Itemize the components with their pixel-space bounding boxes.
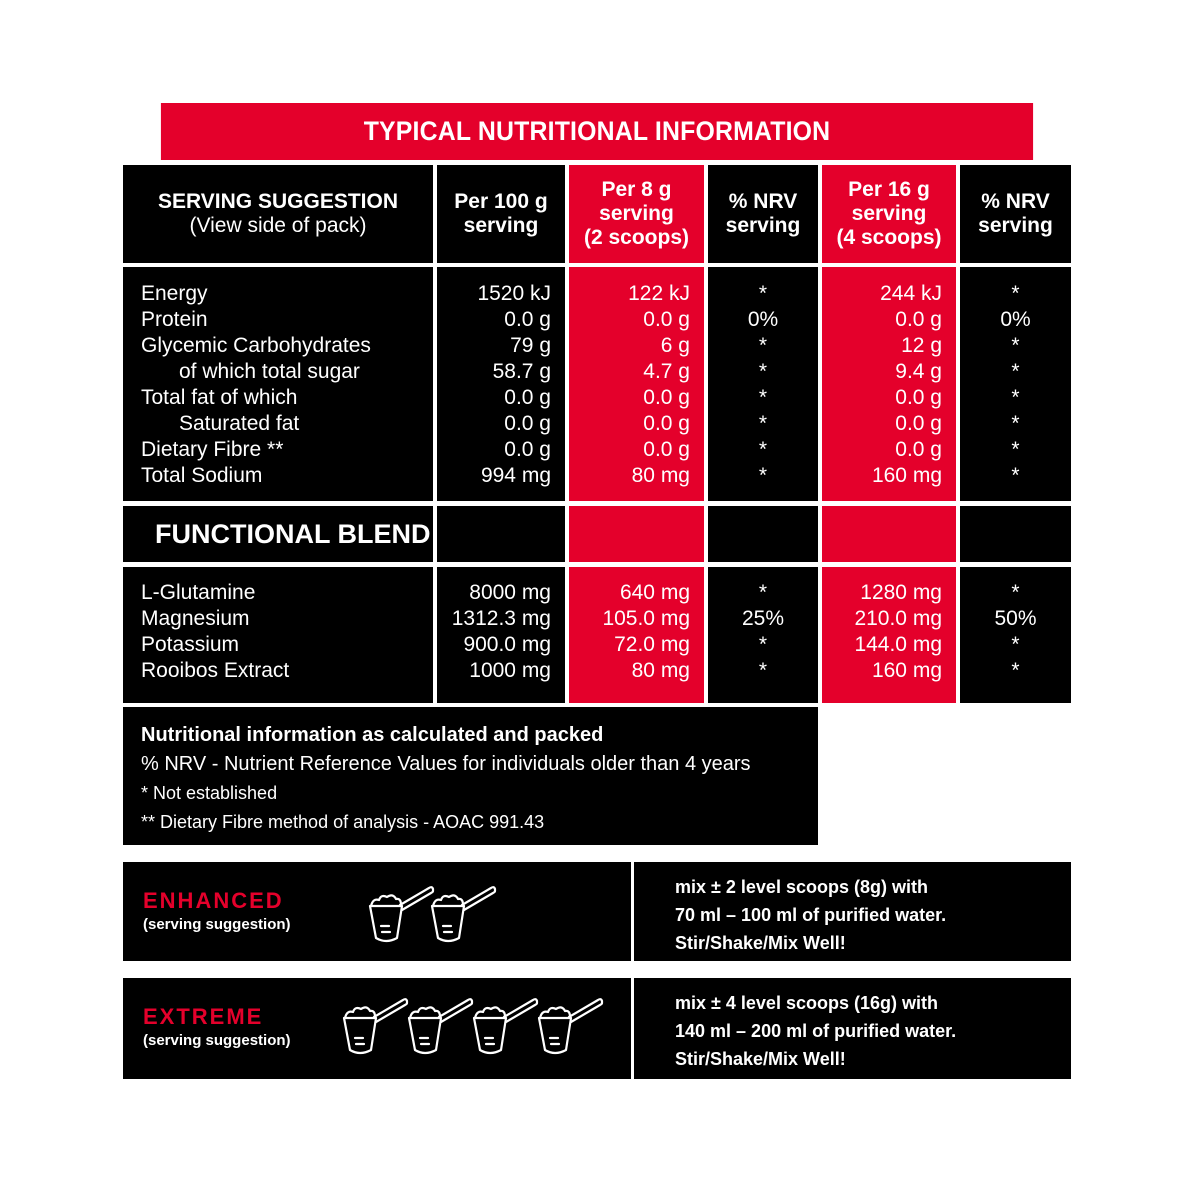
- functional-value: 8000 mg: [469, 581, 551, 604]
- scoop-icon: [474, 999, 537, 1053]
- functional-nrv: *: [1011, 581, 1020, 604]
- scoop-icons: [341, 996, 621, 1064]
- scoop-icon: [344, 999, 407, 1053]
- nutrient-nrv: 0%: [1000, 308, 1031, 331]
- nutrient-name: Protein: [141, 308, 208, 331]
- header-label: SERVING SUGGESTION: [158, 190, 398, 213]
- nutrient-nrv: *: [758, 360, 768, 383]
- footnote-nrv: % NRV - Nutrient Reference Values for individuals older than 4 years: [141, 753, 751, 775]
- header-sublabel: (View side of pack): [189, 214, 367, 237]
- header-label: serving: [851, 202, 927, 225]
- nutrient-name: Energy: [141, 282, 208, 305]
- functional-name: Potassium: [141, 633, 240, 656]
- nutrient-value: 6 g: [660, 334, 690, 357]
- nutrient-nrv: *: [758, 282, 768, 305]
- functional-nrv: *: [1011, 633, 1020, 656]
- nutrient-value: 1520 kJ: [477, 282, 551, 305]
- functional-name: Rooibos Extract: [141, 659, 290, 682]
- scoop-icon: [409, 999, 472, 1053]
- nutrient-value: 0.0 g: [504, 438, 551, 461]
- nutrient-nrv: *: [1011, 386, 1020, 409]
- header-label: % NRV: [981, 190, 1050, 213]
- nutrient-name: Total fat of which: [141, 386, 298, 409]
- functional-header-cell: [437, 506, 565, 562]
- nutrient-per100-column: [437, 267, 565, 501]
- nutrient-nrv: *: [1011, 282, 1020, 305]
- header-label: serving: [725, 214, 801, 237]
- nutrient-name: Total Sodium: [141, 464, 263, 487]
- footnote-fibre-method: ** Dietary Fibre method of analysis - AOAC 991.43: [141, 812, 545, 832]
- enhanced-label: ENHANCED: [143, 888, 284, 913]
- nutrient-value: 80 mg: [631, 464, 690, 487]
- nutrient-value: 9.4 g: [895, 360, 942, 383]
- functional-nrv: 25%: [741, 607, 785, 630]
- functional-value: 72.0 mg: [614, 633, 690, 656]
- functional-value: 640 mg: [619, 581, 690, 604]
- functional-value: 1312.3 mg: [451, 607, 551, 630]
- nutrient-nrv8-column: [708, 267, 818, 501]
- header-label: serving: [599, 202, 674, 225]
- nutrient-nrv: *: [1011, 438, 1020, 461]
- scoop-icon: [539, 999, 602, 1053]
- nutrient-value: 122 kJ: [628, 282, 690, 305]
- nutrient-nrv: *: [758, 412, 768, 435]
- enhanced-instruction-line: 70 ml – 100 ml of purified water.: [675, 905, 947, 925]
- functional-value: 900.0 mg: [463, 633, 551, 656]
- nutrient-value: 160 mg: [871, 464, 942, 487]
- table-title: TYPICAL NUTRITIONAL INFORMATION: [161, 103, 1033, 160]
- footnote-heading: Nutritional information as calculated and packed: [141, 724, 604, 746]
- functional-header-cell: [822, 506, 956, 562]
- nutrient-name: of which total sugar: [179, 360, 360, 383]
- functional-nrv8-column: [708, 567, 818, 703]
- nutrient-nrv: *: [1011, 334, 1020, 357]
- nutrient-value: 0.0 g: [643, 412, 690, 435]
- enhanced-instruction-line: Stir/Shake/Mix Well!: [675, 933, 846, 953]
- functional-per100-column: [437, 567, 565, 703]
- scoop-icons: [367, 884, 517, 950]
- nutrient-nrv: *: [758, 464, 768, 487]
- functional-per16-column: [822, 567, 956, 703]
- header-per-16g: [822, 165, 956, 263]
- nutrient-nrv16-column: [960, 267, 1071, 501]
- nutrient-name: Dietary Fibre **: [141, 438, 284, 461]
- nutrient-value: 0.0 g: [504, 308, 551, 331]
- nutrient-value: 0.0 g: [643, 308, 690, 331]
- enhanced-sublabel: (serving suggestion): [143, 916, 291, 933]
- header-serving-suggestion: [123, 165, 433, 263]
- enhanced-serving-panel: [123, 862, 631, 961]
- nutrient-value: 244 kJ: [880, 282, 942, 305]
- functional-value: 144.0 mg: [854, 633, 942, 656]
- footnote-not-established: * Not established: [141, 783, 278, 803]
- nutrient-nrv: *: [1011, 360, 1020, 383]
- nutrient-name: Saturated fat: [179, 412, 300, 435]
- enhanced-instructions: [634, 862, 1071, 961]
- functional-nrv: *: [758, 633, 768, 656]
- functional-name: Magnesium: [141, 607, 250, 630]
- functional-per8-column: [569, 567, 704, 703]
- scoop-icon: [370, 887, 433, 941]
- header-label: % NRV: [728, 190, 798, 213]
- functional-header-cell: [960, 506, 1071, 562]
- nutrient-value: 4.7 g: [643, 360, 690, 383]
- functional-value: 210.0 mg: [854, 607, 942, 630]
- functional-value: 105.0 mg: [602, 607, 690, 630]
- functional-nrv: *: [758, 581, 768, 604]
- extreme-instruction-line: 140 ml – 200 ml of purified water.: [675, 1021, 957, 1041]
- functional-nrv16-column: [960, 567, 1071, 703]
- functional-blend-title: FUNCTIONAL BLEND: [123, 506, 433, 562]
- footnotes: [123, 707, 818, 845]
- extreme-instructions: [634, 978, 1071, 1079]
- extreme-instruction-line: mix ± 4 level scoops (16g) with: [675, 993, 938, 1013]
- nutrient-value: 0.0 g: [895, 412, 942, 435]
- functional-names-column: [123, 567, 433, 703]
- functional-header-cell: [708, 506, 818, 562]
- nutrient-per8-column: [569, 267, 704, 501]
- enhanced-instruction-line: mix ± 2 level scoops (8g) with: [675, 877, 928, 897]
- nutrient-value: 994 mg: [480, 464, 551, 487]
- extreme-serving-panel: [123, 978, 631, 1079]
- nutrient-name: Glycemic Carbohydrates: [141, 334, 371, 357]
- header-nrv-8g: [708, 165, 818, 263]
- enhanced-label-group: [143, 888, 291, 933]
- nutrient-value: 0.0 g: [895, 308, 942, 331]
- header-per-8g: [569, 165, 704, 263]
- nutrient-nrv: *: [1011, 412, 1020, 435]
- functional-nrv: *: [758, 659, 768, 682]
- nutrient-value: 0.0 g: [643, 438, 690, 461]
- nutrient-value: 0.0 g: [643, 386, 690, 409]
- header-label: Per 8 g: [601, 178, 672, 201]
- nutrient-value: 0.0 g: [895, 386, 942, 409]
- header-label: Per 16 g: [848, 178, 930, 201]
- nutrient-value: 12 g: [901, 334, 942, 357]
- nutrient-names-column: [123, 267, 433, 501]
- nutrient-value: 79 g: [510, 334, 551, 357]
- functional-value: 1000 mg: [469, 659, 551, 682]
- nutrient-nrv: *: [758, 334, 768, 357]
- extreme-instruction-line: Stir/Shake/Mix Well!: [675, 1049, 846, 1069]
- nutrient-value: 0.0 g: [504, 412, 551, 435]
- functional-value: 1280 mg: [860, 581, 942, 604]
- nutrient-per16-column: [822, 267, 956, 501]
- header-label: (4 scoops): [836, 226, 942, 249]
- nutrient-nrv: *: [1011, 464, 1020, 487]
- extreme-label: EXTREME: [143, 1004, 264, 1029]
- extreme-label-group: [143, 1004, 291, 1049]
- functional-name: L-Glutamine: [141, 581, 256, 604]
- header-label: serving: [463, 214, 539, 237]
- nutrient-value: 58.7 g: [492, 360, 551, 383]
- header-label: serving: [978, 214, 1053, 237]
- nutrient-nrv: *: [758, 386, 768, 409]
- nutrient-value: 0.0 g: [504, 386, 551, 409]
- nutrient-nrv: *: [758, 438, 768, 461]
- nutrient-value: 0.0 g: [895, 438, 942, 461]
- header-per-100g: [437, 165, 565, 263]
- functional-value: 160 mg: [871, 659, 942, 682]
- header-label: Per 100 g: [454, 190, 548, 213]
- functional-nrv: *: [1011, 659, 1020, 682]
- extreme-sublabel: (serving suggestion): [143, 1032, 291, 1049]
- functional-header-cell: [569, 506, 704, 562]
- functional-nrv: 50%: [994, 607, 1037, 630]
- functional-value: 80 mg: [631, 659, 690, 682]
- scoop-icon: [432, 887, 495, 941]
- nutrient-nrv: 0%: [747, 308, 779, 331]
- header-label: (2 scoops): [583, 226, 690, 249]
- header-nrv-16g: [960, 165, 1071, 263]
